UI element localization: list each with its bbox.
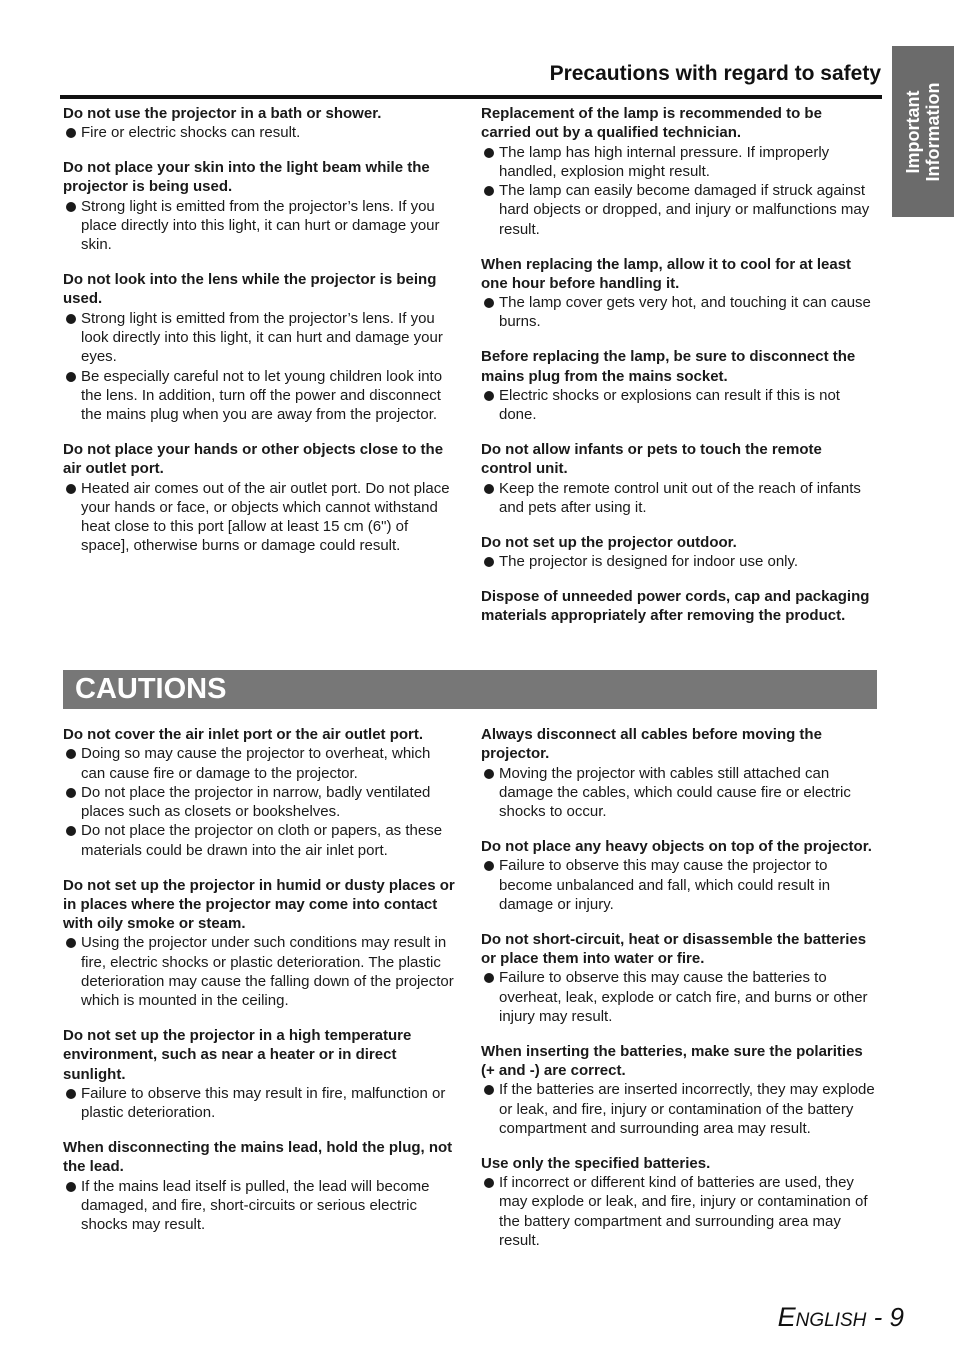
precaution-section [63,725,457,860]
bullet-item [63,783,457,822]
side-tab-line-2: Information [923,82,943,181]
bullet-item [481,1173,875,1250]
bullet-text: Using the projector under such conditions may result in fire, electric shocks or plastic deterioration. The plastic deterioration may cause the falling down of the projector which is mounted in the ceiling. [81,934,454,1010]
bullet-text: Strong light is emitted from the projector’s lens. If you place directly into this light, it can hurt or damage your skin. [81,197,440,254]
header-rule [60,95,882,99]
bullet-item [481,764,875,822]
bullet-text: Do not place the projector in narrow, badly ventilated places such as closets or bookshelves. [81,783,431,821]
section-side-tab [892,46,954,217]
precaution-title: Do not use the projector in a bath or shower. [63,105,382,122]
bullet-dot-icon [66,484,76,494]
bullet-text: Failure to observe this may result in fire, malfunction or plastic deterioration. [81,1085,446,1122]
precaution-section [481,1154,875,1250]
precaution-title: When disconnecting the mains lead, hold the plug, not the lead. [63,1139,453,1176]
side-tab-label [903,82,943,181]
bullet-item [481,968,875,1026]
precaution-title: Dispose of unneeded power cords, cap and packaging materials appropriately after removing the product. [481,587,870,625]
precaution-title: Do not place any heavy objects on top of the projector. [481,837,872,855]
bullet-text: Do not place the projector on cloth or papers, as these materials could be drawn into the air inlet port. [81,822,443,859]
bullet-item [481,143,875,182]
precaution-section [481,1042,875,1138]
bullet-item [63,367,457,425]
footer-separator: - [873,1302,883,1332]
bullet-item [63,1084,457,1123]
bottom-left-column [63,725,457,1250]
bullet-item [63,744,457,783]
bullet-text: If incorrect or different kind of batteries are used, they may explode or leak, and fire, injury or contamination of the battery compartment and surrounding area may result. [499,1173,868,1249]
page-footer [778,1302,904,1333]
bullet-text: Fire or electric shocks can result. [81,124,301,142]
bullet-item [63,933,457,1010]
precaution-title: Do not place your skin into the light beam while the projector is being used. [63,159,430,196]
bullet-text: Heated air comes out of the air outlet port. Do not place your hands or face, or objects which cannot withstand heat close to this port [allow at least 15 cm (6") of space], otherwise burns or damage could result. [81,479,450,555]
precaution-section [63,270,457,424]
precaution-section [63,1138,457,1234]
bullet-dot-icon [484,557,494,567]
precaution-title: Do not allow infants or pets to touch the remote control unit. [481,440,822,478]
bullet-dot-icon [66,938,76,948]
precaution-title: Do not cover the air inlet port or the air outlet port. [63,726,424,743]
bullet-dot-icon [66,826,76,836]
cautions-banner [63,670,877,709]
bullet-text: Failure to observe this may cause the batteries to overheat, leak, explode or catch fire, and burns or other injury may result. [499,969,868,1025]
bullet-item [481,552,875,571]
precaution-title: Always disconnect all cables before moving the projector. [481,726,822,763]
precaution-title: Do not place your hands or other objects close to the air outlet port. [63,440,444,478]
precaution-section [63,1026,457,1122]
bullet-text: Strong light is emitted from the projector’s lens. If you look directly into this light, it can hurt and damage your eyes. [81,309,443,366]
bullet-text: Doing so may cause the projector to overheat, which can cause fire or damage to the projector. [81,745,431,782]
bullet-dot-icon [484,484,494,494]
bullet-dot-icon [484,1085,494,1095]
bullet-dot-icon [66,1182,76,1192]
bullet-dot-icon [484,391,494,401]
bullet-item [63,123,457,142]
precaution-section [481,533,875,572]
precaution-section [481,837,875,914]
bullet-item [63,1177,457,1235]
bullet-item [63,479,457,556]
bullet-item [481,386,875,425]
bullet-text: The lamp has high internal pressure. If improperly handled, explosion might result. [499,143,830,180]
precaution-section [63,104,457,143]
precaution-title: Replacement of the lamp is recommended to be carried out by a qualified technician. [481,105,822,142]
footer-page-number: 9 [889,1302,904,1332]
precaution-section [63,158,457,254]
bullet-dot-icon [66,1089,76,1099]
precaution-section [481,725,875,821]
precaution-section [481,930,875,1026]
bullet-dot-icon [484,973,494,983]
bullet-dot-icon [484,186,494,196]
page-header-title: Precautions with regard to safety [549,62,881,85]
bullet-dot-icon [484,1178,494,1188]
bullet-dot-icon [66,749,76,759]
bullet-dot-icon [66,788,76,798]
bullet-dot-icon [484,298,494,308]
bullet-dot-icon [66,202,76,212]
top-left-column [63,104,457,571]
precaution-title: Do not set up the projector outdoor. [481,533,737,551]
bullet-text: Failure to observe this may cause the projector to become unbalanced and fall, which could result in damage or injury. [499,857,831,913]
bullet-dot-icon [484,148,494,158]
bullet-item [481,181,875,239]
precaution-title: Do not look into the lens while the projector is being used. [63,271,437,308]
precaution-title: Before replacing the lamp, be sure to disconnect the mains plug from the mains socket. [481,348,856,385]
bullet-item [63,197,457,255]
precaution-section [63,876,457,1011]
precaution-section [481,255,875,332]
bullet-item [63,821,457,860]
footer-language: English [777,1302,867,1332]
bullet-dot-icon [484,861,494,871]
precaution-section [481,104,875,239]
precaution-title: Do not short-circuit, heat or disassemble the batteries or place them into water or fire. [481,930,867,967]
bullet-item [63,309,457,367]
bullet-text: The lamp cover gets very hot, and touching it can cause burns. [499,294,871,331]
precaution-title: Do not set up the projector in humid or dusty places or in places where the projector may come into contact with oily smoke or steam. [63,876,455,933]
cautions-heading: CAUTIONS [75,673,227,705]
bullet-dot-icon [66,314,76,324]
bullet-text: Electric shocks or explosions can result if this is not done. [499,386,840,424]
precaution-section [63,440,457,556]
bullet-item [481,856,875,914]
bullet-dot-icon [484,769,494,779]
side-tab-line-1: Important [903,90,923,173]
bullet-text: Keep the remote control unit out of the reach of infants and pets after using it. [499,479,861,516]
precaution-title: Do not set up the projector in a high temperature environment, such as near a heater or in direct sunlight. [63,1027,412,1083]
bullet-item [481,479,875,518]
bullet-item [481,1080,875,1138]
precaution-section [481,440,875,517]
bullet-text: The lamp can easily become damaged if struck against hard objects or dropped, and injury or malfunctions may result. [499,182,870,238]
bottom-right-column [481,725,875,1266]
bullet-text: The projector is designed for indoor use only. [499,552,799,570]
bullet-dot-icon [66,128,76,138]
precaution-title: When inserting the batteries, make sure the polarities (+ and -) are correct. [481,1042,863,1079]
precaution-section [481,347,875,424]
bullet-text: Be especially careful not to let young children look into the lens. In addition, turn off the power and disconnect the mains plug when you are away from the projector. [81,367,443,424]
bullet-item [481,293,875,332]
bullet-text: If the mains lead itself is pulled, the lead will become damaged, and fire, short-circuits or serious electric shocks may result. [81,1177,430,1234]
top-right-column [481,104,875,641]
precaution-section [481,587,875,626]
bullet-dot-icon [66,372,76,382]
precaution-title: When replacing the lamp, allow it to cool for at least one hour before handling it. [481,255,852,292]
precaution-title: Use only the specified batteries. [481,1154,711,1172]
bullet-text: Moving the projector with cables still attached can damage the cables, which could cause fire or electric shocks to occur. [499,764,851,821]
bullet-text: If the batteries are inserted incorrectly, they may explode or leak, and fire, injury or contamination of the battery compartment and surrounding area may result. [499,1081,875,1137]
